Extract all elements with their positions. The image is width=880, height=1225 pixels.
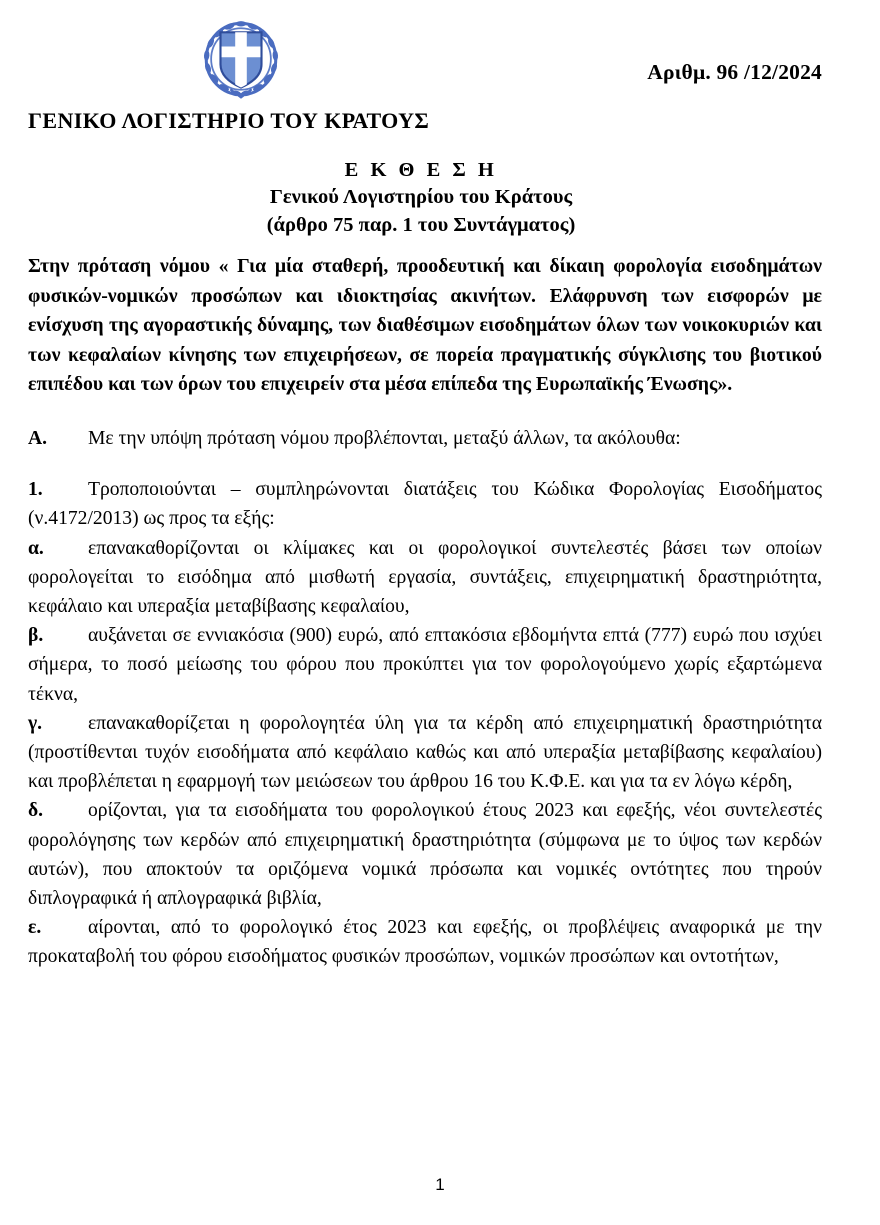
item-b-text: αυξάνεται σε εννιακόσια (900) ευρώ, από επτακόσια εβδομήντα επτά (777) ευρώ που ισχύει σήμερα, το ποσό μείωσης του φόρου που προκύπτει για τον φορολογούμενο χωρίς εξαρτώμενα τέκνα, <box>28 625 822 705</box>
organization-title: ΓΕΝΙΚΟ ΛΟΓΙΣΤΗΡΙΟ ΤΟΥ ΚΡΑΤΟΥΣ <box>28 108 430 133</box>
item-1-paragraph <box>28 475 822 533</box>
document-number: Αριθμ. 96 /12/2024 <box>647 60 822 84</box>
item-g-text: επανακαθορίζεται η φορολογητέα ύλη για τα κέρδη από επιχειρηματική δραστηριότητα (προστίθενται τυχόν εισοδήματα από κεφάλαιο καθώς και από υπεραξία μεταβίβασης κεφαλαίου) και προβλέπεται η εφαρμογή των μειώσεων του άρθρου 16 του Κ.Φ.Ε. και για τα εν λόγω κέρδη, <box>28 712 822 793</box>
report-title-line-2: Γενικού Λογιστηρίου του Κράτους <box>269 186 573 209</box>
item-a-paragraph <box>28 534 822 622</box>
item-1-marker: 1. <box>28 479 43 501</box>
spacer <box>28 453 822 475</box>
intro-paragraph: Στην πρόταση νόμου « Για μία σταθερή, προοδευτική και δίκαιη φορολογία εισοδημάτων φυσικών-νομικών προσώπων και ιδιοκτησίας ακινήτων. Ελάφρυνση των εισφορών με ενίσχυση της αγοραστικής δύναμης, των διαθέσιμων εισοδημάτων όλων των νοικοκυριών και των κεφαλαίων κίνησης των επιχειρήσεων, σε πορεία πραγματικής σύγκλισης του βιοτικού επιπέδου και των όρων του επιχειρείν στα μέσα επίπεδα της Ευρωπαϊκής Ένωσης». <box>28 255 822 396</box>
report-title-line-1: Ε Κ Θ Ε Σ Η <box>344 159 498 181</box>
item-d-text: ορίζονται, για τα εισοδήματα του φορολογικού έτους 2023 και εφεξής, νέοι συντελεστές φορολόγησης των κερδών από επιχειρηματική δραστηριότητα (σύμφωνα με το ύψος των κερδών αυτών), που αποκτούν τα οριζόμενα νομικά πρόσωπα και νομικές οντότητες που τηρούν διπλογραφικά ή απλογραφικά βιβλία, <box>28 800 822 910</box>
item-e-paragraph <box>28 913 822 971</box>
spacer <box>28 400 822 424</box>
page-number: 1 <box>435 1175 445 1194</box>
section-a-paragraph <box>28 424 822 453</box>
item-e-marker: ε. <box>28 917 42 939</box>
report-title-line-3: (άρθρο 75 παρ. 1 του Συντάγματος) <box>266 213 576 236</box>
greek-coat-of-arms-icon <box>195 18 287 100</box>
item-g-marker: γ. <box>28 712 43 734</box>
item-d-paragraph <box>28 796 822 913</box>
document-header <box>28 18 822 113</box>
item-a-marker: α. <box>28 537 44 559</box>
item-d-marker: δ. <box>28 800 44 822</box>
report-title-block <box>28 157 814 239</box>
item-b-marker: β. <box>28 625 44 647</box>
section-a-marker: Α. <box>28 427 48 449</box>
item-e-text: αίρονται, από το φορολογικό έτος 2023 και εφεξής, οι προβλέψεις αναφορικά με την προκαταβολή του φόρου εισοδήματος φυσικών προσώπων, νομικών προσώπων και οντοτήτων, <box>28 917 822 968</box>
item-1-text: Τροποποιούνται – συμπληρώνονται διατάξεις του Κώδικα Φορολογίας Εισοδήματος (ν.4172/2013) ως προς τα εξής: <box>28 479 822 530</box>
section-a-text: Με την υπόψη πρόταση νόμου προβλέπονται, μεταξύ άλλων, τα ακόλουθα: <box>88 427 681 449</box>
item-g-paragraph <box>28 709 822 797</box>
item-b-paragraph <box>28 621 822 709</box>
document-body <box>28 252 822 972</box>
item-a-text: επανακαθορίζονται οι κλίμακες και οι φορολογικοί συντελεστές βάσει των οποίων φορολογείται το εισόδημα από μισθωτή εργασία, συντάξεις, επιχειρηματική δραστηριότητα, κεφάλαιο και υπεραξία μεταβίβασης κεφαλαίου, <box>28 537 822 617</box>
